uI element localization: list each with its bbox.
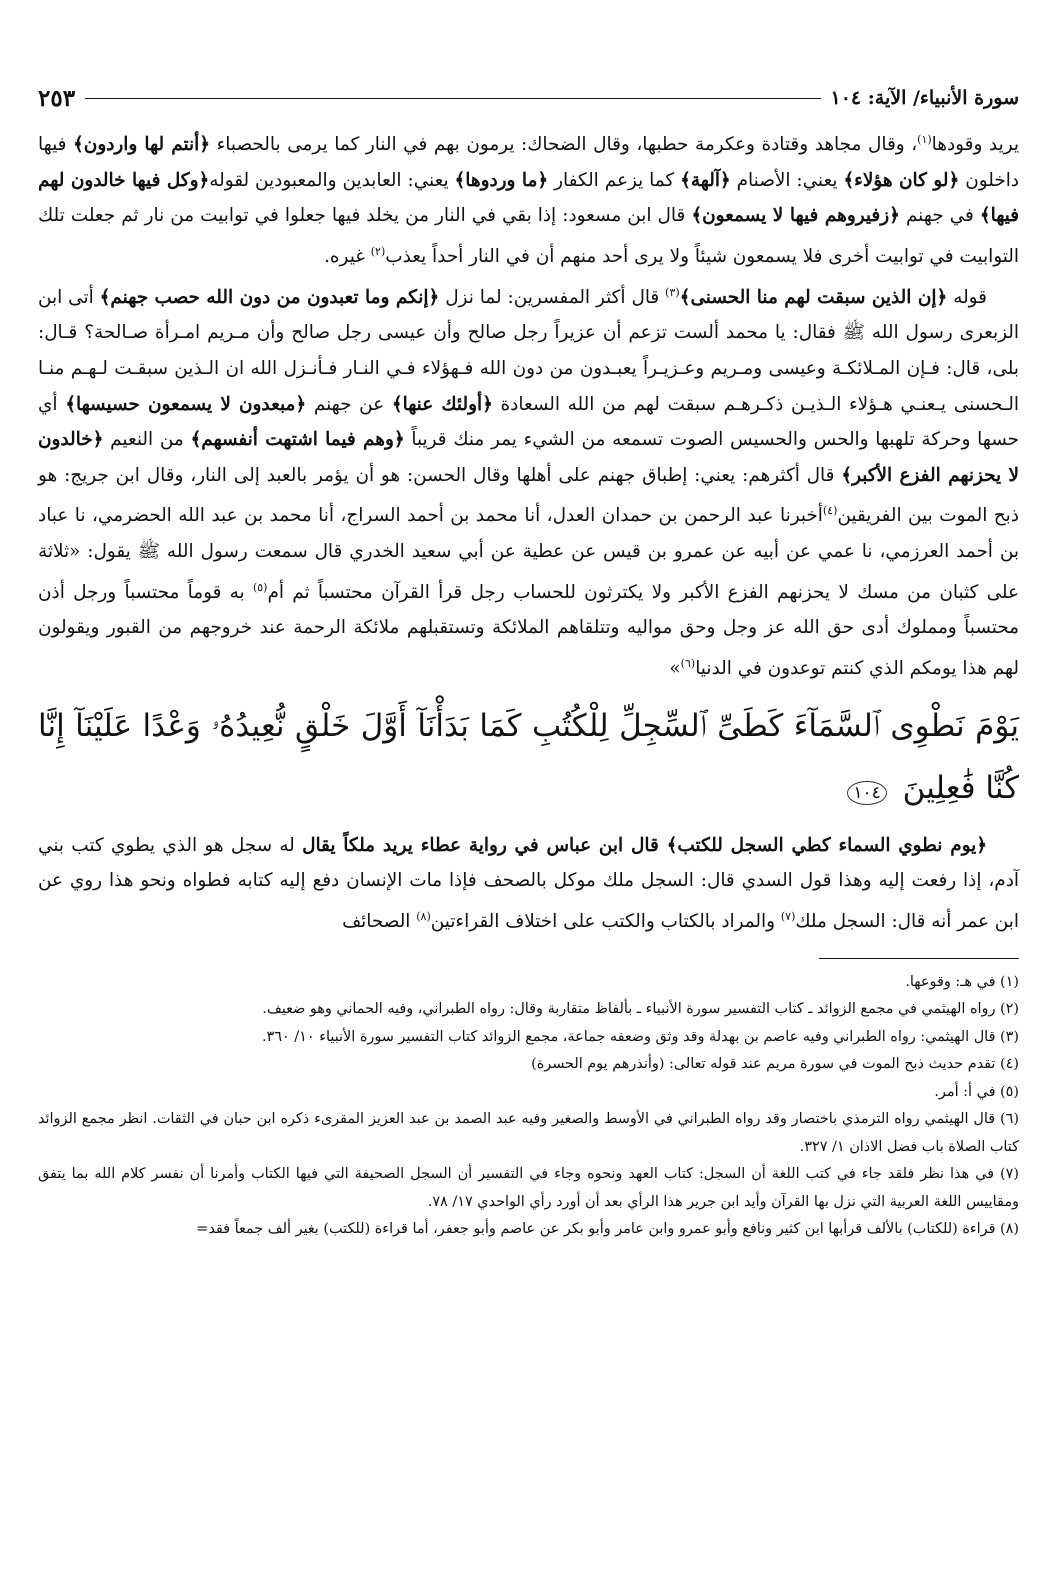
text-run: قال أكثرهم: يعني: إطباق جهنم على أهلها وقال الحسن: هو أن يؤمر بالعبد إلى النار، وقال ابن جريج: هو ذبح الموت بين الفريقين (38, 464, 1019, 527)
footnote-6: (٦) قال الهيثمي رواه الترمذي باختصار وقد رواه الطبراني في الأوسط والصغير وفيه عبد الصمد بن عبد العزيز المقرىء ذكره ابن حبان في الثقات. انظر مجمع الزوائد كتاب الصلاة باب فضل الاذان ١/ ٣٢٧. (38, 1111, 1019, 1155)
text-run: كما يزعم الكفار (548, 169, 681, 191)
text-run: أتى ابن الزبعرى رسول الله ﷺ فقال: يا محمد ألست تزعم أن عزيراً رجل صالح وأن عيسى رجل صالح وأن مـريم امـرأة صـالحة؟ قـال: بلى، قال: فـإن المـلائكـة وعيسى ومـريم وعـزيـراً يعبـدون من دون الله فـهؤلاء فـي النـار فـأنـزل الله ان الـذين سبقـت لـهـم منـا الـحسنى يـعنـي هـؤلاء الـذيـن ذكـرهـم سبقت لهم من الله السعادة (38, 286, 1019, 415)
text-run: أخبرنا عبد الرحمن بن حمدان العدل، أنا محمد بن أحمد السراج، أنا محمد بن عبد الله الحضرمي، نا عباد بن أحمد العرزمي، نا عمي عن أبيه عن عمرو بن قيس عن عطية عن أبي سعيد الخدري قال سمعت رسول الله ﷺ يقول: «ثلاثة على كثبان من مسك لا يحزنهم الفزع الأكبر ولا يكترثون للحساب رجل قرأ القرآن محتسباً ثم أم (38, 505, 1019, 603)
quran-quote: ﴿وكل فيها خالدون لهم فيها﴾ (38, 169, 1020, 227)
quran-verse (38, 695, 1019, 824)
text-run: الصحائف (342, 910, 417, 932)
text-run: عن جهنم (306, 393, 392, 415)
text-run: قال أكثر المفسرين: لما نزل (439, 286, 666, 308)
quran-quote: ﴿لو كان هؤلاء﴾ (843, 169, 960, 191)
text-run: في جهنم (899, 205, 980, 227)
footnote-marker: (٦) (680, 656, 696, 670)
footnote-1: (١) في هـ: وقوعها. (905, 973, 1019, 990)
quran-quote: ﴿يوم نطوي السماء كطي السجل للكتب﴾ (666, 834, 988, 856)
main-text (38, 122, 1019, 940)
quran-quote: ﴿أولئك عنها﴾ (391, 393, 493, 415)
quran-quote: ﴿إنكم وما تعبدون من دون الله حصب جهنم﴾ (99, 286, 440, 308)
text-run: والمراد بالكتاب والكتب على اختلاف القراءتين (430, 910, 781, 932)
footnote-7: (٧) في هذا نظر فلقد جاء في كتب اللغة أن السجل: كتاب العهد ونحوه وجاء في التفسير أن السجل الصحيفة التي فيها الكتاب وأمرنا أن نفسر كلام الله بما يتفق ومقاييس اللغة العربية التي نزل بها القرآن وأيد ابن جرير هذا الرأي بعد أن أورد رأي الواحدي ١٧/ ٧٨. (38, 1166, 1019, 1210)
footnote-marker: (٢) (370, 244, 386, 258)
running-header (38, 78, 1019, 118)
quran-quote: ﴿مبعدون لا يسمعون حسيسها﴾ (65, 393, 307, 415)
text-run: أي حسها وحركة تلهبها والحس والحسيس الصوت تسمعه من الشيء يمر منك قريباً (38, 393, 1019, 451)
footnote-marker: (٥) (252, 580, 268, 594)
footnote-4: (٤) تقدم حديث ذبح الموت في سورة مريم عند قوله تعالى: (وأنذرهم يوم الحسرة) (531, 1056, 1019, 1073)
verse-number: ١٠٤ (847, 781, 886, 805)
footnote-marker: (٣) (665, 285, 680, 299)
footnote-marker: (٨) (416, 909, 431, 923)
page (38, 78, 1019, 1568)
footnote-marker: (٧) (780, 909, 796, 923)
footnote-3: (٣) قال الهيثمي: رواه الطبراني وفيه عاصم بن بهدلة وقد وثق وضعفه جماعة، مجمع الزوائد كتاب التفسير سورة الأنبياء ١٠/ ٣٦٠. (261, 1028, 1019, 1045)
quran-quote: ﴿ما وردوها﴾ (454, 169, 549, 191)
quran-quote: ﴿إن الذين سبقت لهم منا الحسنى﴾ (679, 286, 948, 308)
footnote-divider (819, 958, 1019, 959)
footnote-marker: (٤) (822, 504, 838, 518)
text-run: غيره. (324, 246, 371, 268)
paragraph-3 (38, 828, 1019, 940)
footnote-5: (٥) في أ: أمر. (934, 1083, 1019, 1100)
footnotes (38, 969, 1019, 1244)
footnote-8: (٨) قراءة (للكتاب) بالألف قرأبها ابن كثير ونافع وأبو عمرو وابن عامر وأبو بكر عن عاصم وأبو جعفر، أما قراءة (للكتب) بغير ألف جمعاً فقد= (196, 1221, 1019, 1238)
text-run: له سجل هو الذي يطوي كتب بني آدم، إذا رفعت إليه وهذا قول السدي قال: السجل ملك موكل بالصحف فإذا مات الإنسان دفع إليه كتابه فطواه ونحو هذا روي عن ابن عمر أنه قال: السجل ملك (38, 834, 1019, 932)
text-run: ، وقال مجاهد وقتادة وعكرمة حطبها، وقال الضحاك: يرمون بهم في النار كما يرمى بالحصباء (210, 134, 918, 156)
footnote-marker: (١) (917, 133, 932, 146)
text-run: قوله (947, 286, 987, 308)
verse-text: يَوْمَ نَطْوِى ٱلسَّمَآءَ كَطَىِّ ٱلسِّجِلِّ لِلْكُتُبِ كَمَا بَدَأْنَآ أَوَّلَ خَلْقٍ نُّعِيدُهُۥ وَعْدًا عَلَيْنَآ إِنَّا كُنَّا فَٰعِلِينَ (38, 707, 1019, 806)
quran-quote: قال ابن عباس في رواية عطاء يريد ملكاً يقال (302, 834, 667, 856)
paragraph-2 (38, 275, 1019, 687)
page-number: ٢٥٣ (38, 84, 76, 112)
footnote-2: (٢) رواه الهيثمي في مجمع الزوائد ـ كتاب التفسير سورة الأنبياء ـ بألفاظ متقاربة وقال: رواه الطبراني، وفيه الحماني وهو ضعيف. (262, 1001, 1019, 1018)
header-rule (85, 98, 820, 99)
quran-quote: ﴿خالدون لا يحزنهم الفزع الأكبر﴾ (38, 429, 1019, 486)
text-run: » (669, 658, 681, 680)
quran-quote: ﴿آلهة﴾ (680, 169, 731, 191)
text-run: يعني: العابدين والمعبودين لقوله (209, 169, 455, 191)
text-run: يريد وقودها (931, 134, 1019, 156)
text-run: من النعيم (103, 429, 191, 451)
quran-quote: ﴿زفيروهم فيها لا يسمعون﴾ (691, 205, 900, 227)
quran-quote: ﴿وهم فيما اشتهت أنفسهم﴾ (190, 429, 405, 451)
surah-title: سورة الأنبياء/ الآية: ١٠٤ (830, 87, 1019, 109)
text-run: به قوماً محتسباً ورجل أذن محتسباً ومملوك أدى حق الله عز وجل وحق مواليه وتتلقاهم الملائكة وتستقبلهم ملائكة الرحمة عند خروجهم من القبور ويقولون لهم هذا يومكم الذي كنتم توعدون في الدنيا (38, 581, 1019, 680)
text-run: فيها داخلون (38, 134, 1019, 191)
quran-quote: ﴿أنتم لها واردون﴾ (73, 134, 211, 156)
text-run: قال ابن مسعود: إذا بقي في النار من يخلد فيها جعلوا في توابيت من نار ثم جعلت تلك التوابيت في توابيت أخرى فلا يسمعون شيئاً ولا يرى أحد منهم أن في النار أحداً يعذب (38, 205, 1019, 268)
text-run: يعني: الأصنام (730, 169, 844, 191)
paragraph-1 (38, 122, 1019, 275)
